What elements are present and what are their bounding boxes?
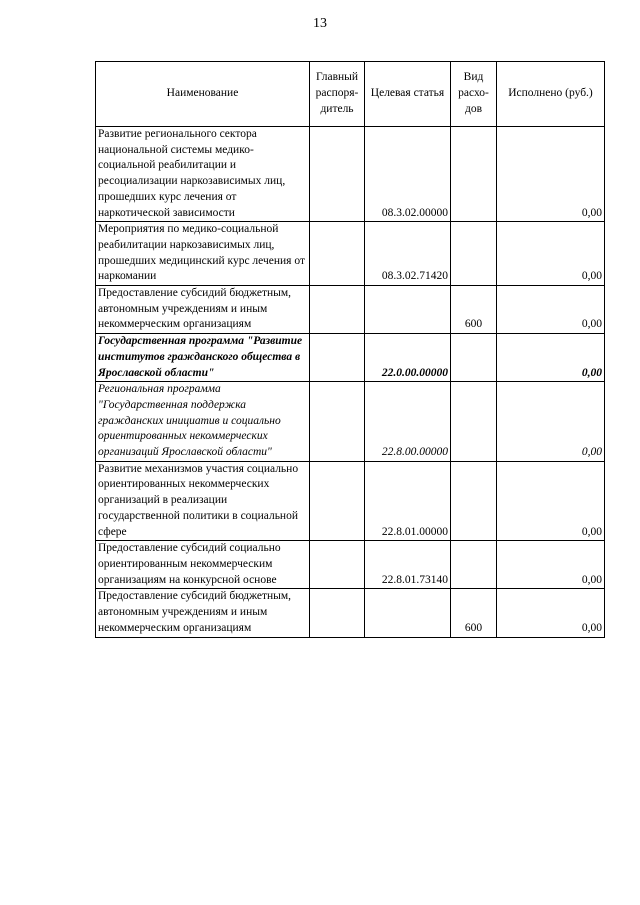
row-expense-kind-cell bbox=[451, 222, 497, 286]
row-executed-cell: 0,00 bbox=[497, 461, 605, 541]
row-chief-manager-cell bbox=[310, 461, 365, 541]
row-executed-cell: 0,00 bbox=[497, 382, 605, 462]
row-chief-manager-cell bbox=[310, 541, 365, 589]
row-target-article-cell: 22.8.01.73140 bbox=[365, 541, 451, 589]
table-row bbox=[96, 127, 605, 222]
row-chief-manager-cell bbox=[310, 589, 365, 637]
row-target-article-cell: 22.0.00.00000 bbox=[365, 334, 451, 382]
row-executed-cell: 0,00 bbox=[497, 541, 605, 589]
row-expense-kind-cell bbox=[451, 382, 497, 462]
header-chief-manager: Главный распоря-дитель bbox=[310, 62, 365, 127]
row-target-article-cell: 08.3.02.71420 bbox=[365, 222, 451, 286]
table-row bbox=[96, 222, 605, 286]
row-name-cell: Предоставление субсидий социально ориентированным некоммерческим организациям на конкурсной основе bbox=[96, 541, 310, 589]
table-body bbox=[96, 127, 605, 638]
row-expense-kind-cell bbox=[451, 541, 497, 589]
row-expense-kind-cell: 600 bbox=[451, 286, 497, 334]
row-chief-manager-cell bbox=[310, 334, 365, 382]
header-expense-kind: Вид расхо-дов bbox=[451, 62, 497, 127]
row-chief-manager-cell bbox=[310, 222, 365, 286]
row-target-article-cell: 08.3.02.00000 bbox=[365, 127, 451, 222]
row-target-article-cell: 22.8.00.00000 bbox=[365, 382, 451, 462]
row-executed-cell: 0,00 bbox=[497, 589, 605, 637]
page-number: 13 bbox=[313, 16, 327, 31]
row-name-cell: Развитие механизмов участия социально ориентированных некоммерческих организаций в реализации государственной политики в социальной сфере bbox=[96, 461, 310, 541]
budget-execution-table bbox=[95, 61, 605, 638]
row-name-cell: Региональная программа "Государственная поддержка гражданских инициатив и социально ориентированных некоммерческих организаций Ярославской области" bbox=[96, 382, 310, 462]
row-expense-kind-cell bbox=[451, 334, 497, 382]
row-name-cell: Государственная программа "Развитие институтов гражданского общества в Ярославской области" bbox=[96, 334, 310, 382]
row-target-article-cell: 22.8.01.00000 bbox=[365, 461, 451, 541]
table-row bbox=[96, 382, 605, 462]
table-row bbox=[96, 286, 605, 334]
row-executed-cell: 0,00 bbox=[497, 286, 605, 334]
table-row bbox=[96, 589, 605, 637]
row-chief-manager-cell bbox=[310, 382, 365, 462]
row-target-article-cell bbox=[365, 286, 451, 334]
row-target-article-cell bbox=[365, 589, 451, 637]
row-name-cell: Предоставление субсидий бюджетным, автономным учреждениям и иным некоммерческим организациям bbox=[96, 589, 310, 637]
row-expense-kind-cell: 600 bbox=[451, 589, 497, 637]
table-row bbox=[96, 461, 605, 541]
row-name-cell: Предоставление субсидий бюджетным, автономным учреждениям и иным некоммерческим организациям bbox=[96, 286, 310, 334]
row-chief-manager-cell bbox=[310, 286, 365, 334]
row-expense-kind-cell bbox=[451, 461, 497, 541]
row-executed-cell: 0,00 bbox=[497, 222, 605, 286]
row-name-cell: Развитие регионального сектора национальной системы медико-социальной реабилитации и ресоциализации наркозависимых лиц, прошедших курс лечения от наркотической зависимости bbox=[96, 127, 310, 222]
row-chief-manager-cell bbox=[310, 127, 365, 222]
header-name: Наименование bbox=[96, 62, 310, 127]
table-row bbox=[96, 334, 605, 382]
table-header-row bbox=[96, 62, 605, 127]
table-row bbox=[96, 541, 605, 589]
row-expense-kind-cell bbox=[451, 127, 497, 222]
row-executed-cell: 0,00 bbox=[497, 127, 605, 222]
row-executed-cell: 0,00 bbox=[497, 334, 605, 382]
header-target-article: Целевая статья bbox=[365, 62, 451, 127]
row-name-cell: Мероприятия по медико-социальной реабилитации наркозависимых лиц, прошедших медицинский курс лечения от наркомании bbox=[96, 222, 310, 286]
header-executed: Исполнено (руб.) bbox=[497, 62, 605, 127]
